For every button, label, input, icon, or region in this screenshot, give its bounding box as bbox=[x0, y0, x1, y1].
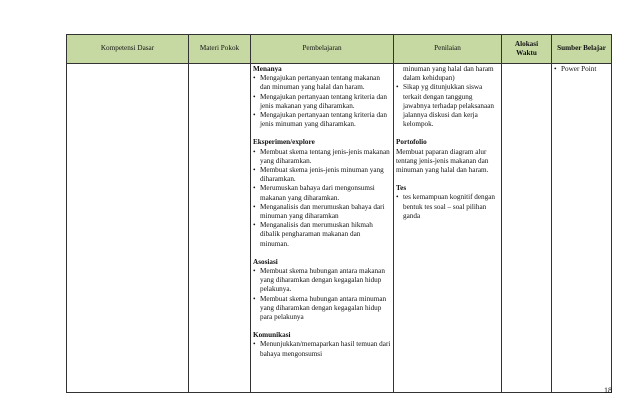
sumber-list bbox=[554, 65, 609, 74]
komunikasi-title: Komunikasi bbox=[253, 331, 291, 340]
list-item: • Membuat skema jenis-jenis minuman yang diharamkan. bbox=[253, 166, 391, 184]
list-item: • Mengajukan pertanyaan tentang makanan dan minuman yang halal dan haram. bbox=[253, 74, 391, 92]
list-item: • Menunjukkan/memaparkan hasil temuan dari bahaya mengonsumsi bbox=[253, 340, 391, 358]
portofolio-text: Membuat paparan diagram alur tentang jenis-jenis makanan dan minuman yang halal dan haram. bbox=[396, 147, 489, 175]
header-pembelajaran: Pembelajaran bbox=[251, 35, 394, 64]
list-item: • Membuat skema hubungan antara minuman yang diharamkan dengan kegagalan hidup para pelakunya bbox=[253, 295, 391, 323]
cell-alokasi-waktu bbox=[502, 64, 552, 393]
list-item: • tes kemampuan kognitif dengan bentuk tes soal – soal pilihan ganda bbox=[396, 193, 499, 221]
cell-pembelajaran bbox=[251, 64, 394, 393]
section-asosiasi bbox=[253, 258, 391, 322]
cell-kompetensi-dasar bbox=[67, 64, 189, 393]
list-item: • Power Point bbox=[554, 65, 609, 74]
cell-sumber-belajar bbox=[552, 64, 612, 393]
list-item: • Mengajukan pertanyaan tentang kriteria dan jenis makanan yang diharamkan. bbox=[253, 93, 391, 111]
header-penilaian: Penilaian bbox=[394, 35, 502, 64]
menanya-title: Menanya bbox=[253, 65, 282, 73]
tes-title: Tes bbox=[396, 184, 407, 193]
cell-materi-pokok bbox=[189, 64, 251, 393]
menanya-list bbox=[253, 74, 391, 129]
section-menanya bbox=[253, 65, 391, 129]
list-item: • Menganalisis dan merumuskan hikmah dibalik pengharaman makanan dan minuman. bbox=[253, 221, 391, 249]
list-item: • Mengajukan pertanyaan tentang kriteria dan jenis minuman yang diharamkan. bbox=[253, 111, 391, 129]
asosiasi-title: Asosiasi bbox=[253, 257, 278, 266]
table-header-row bbox=[67, 35, 612, 64]
lesson-plan-table bbox=[66, 34, 612, 393]
header-sumber-belajar: Sumber Belajar bbox=[552, 35, 612, 64]
header-kompetensi-dasar: Kompetensi Dasar bbox=[67, 35, 189, 64]
list-item: • Merumuskan bahaya dari mengonsumsi makanan yang diharamkan. bbox=[253, 184, 391, 202]
list-item: • Membuat skema tentang jenis-jenis makanan yang diharamkan. bbox=[253, 148, 391, 166]
eksperimen-title: Eksperimen/explore bbox=[253, 138, 315, 147]
komunikasi-list bbox=[253, 340, 391, 358]
section-tes bbox=[396, 184, 499, 221]
asosiasi-list bbox=[253, 267, 391, 322]
cell-penilaian bbox=[394, 64, 502, 393]
section-komunikasi bbox=[253, 331, 391, 359]
list-item: • Membuat skema hubungan antara makanan yang diharamkan dengan kegagalan hidup pelakunya. bbox=[253, 267, 391, 295]
page-number: 18 bbox=[604, 386, 612, 395]
penilaian-cont-text: minuman yang halal dan haram dalam kehidupan) bbox=[403, 65, 494, 83]
section-portofolio bbox=[396, 138, 499, 175]
header-alokasi-waktu: Alokasi Waktu bbox=[502, 35, 552, 64]
section-penilaian-cont bbox=[396, 65, 499, 129]
tes-list bbox=[396, 193, 499, 221]
penilaian-cont-list bbox=[396, 83, 499, 129]
header-materi-pokok: Materi Pokok bbox=[189, 35, 251, 64]
section-eksperimen bbox=[253, 138, 391, 248]
portofolio-title: Portofolio bbox=[396, 138, 427, 147]
list-item: • Menganalisis dan merumuskan bahaya dari minuman yang diharamkan bbox=[253, 203, 391, 221]
eksperimen-list bbox=[253, 148, 391, 249]
list-item: • Sikap yg ditunjukkan siswa terkait dengan tanggung jawabnya terhadap pelaksanaan jalannya diskusi dan kerja kelompok. bbox=[396, 83, 499, 129]
table-row bbox=[67, 64, 612, 393]
